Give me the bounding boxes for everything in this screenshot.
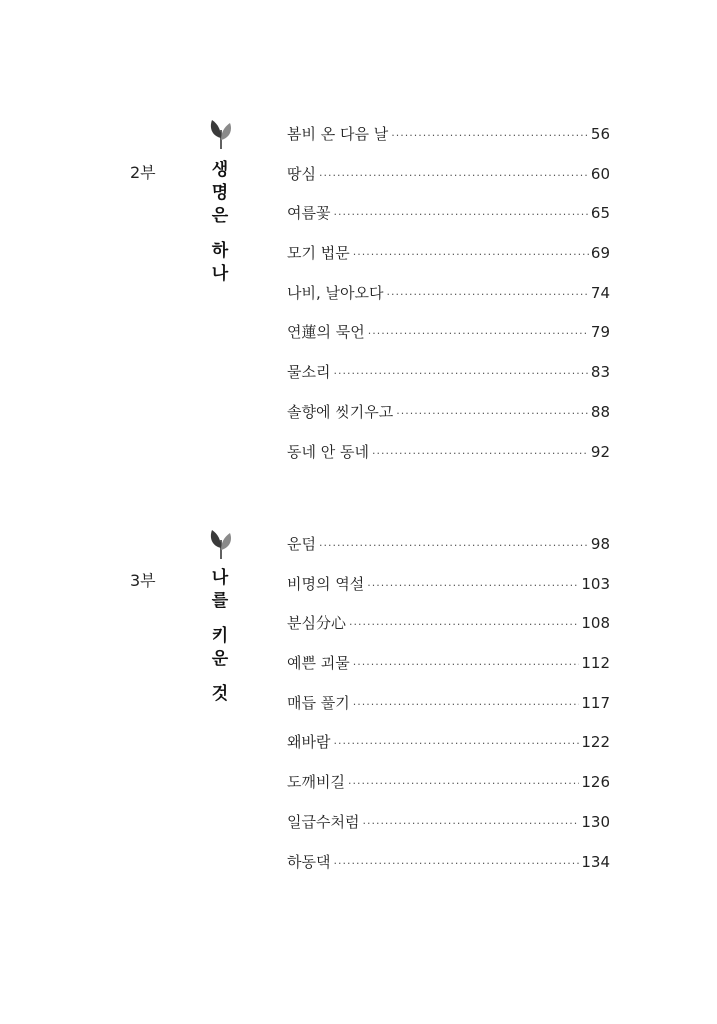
toc-entry[interactable] <box>287 441 610 481</box>
toc-entry-page: 117 <box>581 693 610 712</box>
toc-entry-title: 땅심 <box>287 164 316 183</box>
leader-dots <box>386 288 588 301</box>
toc-entry-title: 여름꽃 <box>287 204 331 223</box>
toc-entry-page: 98 <box>590 535 610 553</box>
title-char: 명 <box>211 183 229 203</box>
toc-entry-page: 126 <box>581 773 610 792</box>
leader-dots <box>396 407 589 420</box>
toc-entry-page: 79 <box>590 323 610 342</box>
leader-dots <box>368 327 589 340</box>
leader-dots <box>333 208 588 221</box>
leaf-sprig-icon <box>206 526 236 560</box>
toc-list <box>287 533 610 890</box>
toc-entry[interactable] <box>287 401 610 441</box>
toc-entry-page: 65 <box>590 204 610 223</box>
leader-dots <box>319 169 589 182</box>
toc-entry-page: 108 <box>581 614 610 633</box>
leader-dots <box>333 857 579 870</box>
title-char: 를 <box>211 591 229 611</box>
title-char: 하 <box>211 241 229 261</box>
part-label: 3부 <box>130 571 156 590</box>
toc-entry-title: 모기 법문 <box>287 244 350 263</box>
toc-entry[interactable] <box>287 202 610 242</box>
toc-entry-page: 112 <box>581 654 610 673</box>
toc-entry-title: 왜바람 <box>287 733 331 752</box>
leader-dots <box>367 579 579 592</box>
toc-entry-page: 134 <box>581 852 610 871</box>
toc-entry[interactable] <box>287 731 610 771</box>
toc-entry-page: 83 <box>590 363 610 382</box>
toc-entry-page: 69 <box>590 244 610 263</box>
toc-entry-title: 봄비 온 다음 날 <box>287 125 389 143</box>
toc-entry[interactable] <box>287 361 610 401</box>
toc-entry[interactable] <box>287 771 610 811</box>
leader-dots <box>333 367 588 380</box>
part-title-vertical <box>202 159 238 286</box>
toc-entry-title: 동네 안 동네 <box>287 442 369 461</box>
toc-entry-page: 88 <box>590 402 610 421</box>
title-char: 운 <box>211 649 229 669</box>
toc-entry[interactable] <box>287 811 610 851</box>
toc-entry[interactable] <box>287 282 610 322</box>
title-char: 나 <box>211 568 229 588</box>
leader-dots <box>353 658 580 671</box>
title-char: 것 <box>211 684 229 704</box>
toc-entry[interactable] <box>287 321 610 361</box>
leaf-sprig-icon <box>206 116 236 150</box>
toc-entry-title: 매듭 풀기 <box>287 693 350 712</box>
leader-dots <box>333 737 579 750</box>
title-char: 나 <box>211 264 229 284</box>
part-title-vertical <box>202 567 238 706</box>
toc-entry-page: 60 <box>590 164 610 183</box>
toc-entry-page: 92 <box>590 442 610 461</box>
toc-entry[interactable] <box>287 123 610 163</box>
leader-dots <box>362 817 579 830</box>
toc-entry-title: 물소리 <box>287 363 331 382</box>
leader-dots <box>348 777 579 790</box>
toc-entry[interactable] <box>287 163 610 203</box>
leader-dots <box>319 539 589 552</box>
toc-entry[interactable] <box>287 612 610 652</box>
toc-entry[interactable] <box>287 573 610 613</box>
toc-entry-title: 하동댁 <box>287 852 331 871</box>
toc-entry-title: 나비, 날아오다 <box>287 283 384 302</box>
toc-entry-page: 74 <box>590 283 610 302</box>
toc-list <box>287 123 610 480</box>
title-char: 은 <box>211 206 229 226</box>
toc-entry[interactable] <box>287 851 610 891</box>
toc-entry[interactable] <box>287 533 610 573</box>
title-char: 생 <box>211 160 229 180</box>
toc-entry-title: 예쁜 괴물 <box>287 654 350 673</box>
toc-entry-title: 운덤 <box>287 535 316 553</box>
toc-entry-title: 일급수처럼 <box>287 812 360 831</box>
toc-entry-title: 연蓮의 묵언 <box>287 323 365 342</box>
toc-entry[interactable] <box>287 242 610 282</box>
part-label: 2부 <box>130 163 156 182</box>
leader-dots <box>372 447 589 460</box>
leader-dots <box>353 698 580 711</box>
toc-entry-page: 122 <box>581 733 610 752</box>
toc-entry-title: 분심分心 <box>287 614 346 633</box>
leader-dots <box>391 129 589 142</box>
toc-entry-title: 솔향에 씻기우고 <box>287 402 394 421</box>
toc-entry-title: 비명의 역설 <box>287 574 365 593</box>
leader-dots <box>349 618 579 631</box>
toc-entry-page: 56 <box>590 125 610 143</box>
title-char: 키 <box>211 626 229 646</box>
toc-entry-page: 130 <box>581 812 610 831</box>
toc-entry-title: 도깨비길 <box>287 773 345 792</box>
toc-entry[interactable] <box>287 652 610 692</box>
leader-dots <box>353 248 589 261</box>
toc-entry[interactable] <box>287 692 610 732</box>
toc-entry-page: 103 <box>581 574 610 593</box>
